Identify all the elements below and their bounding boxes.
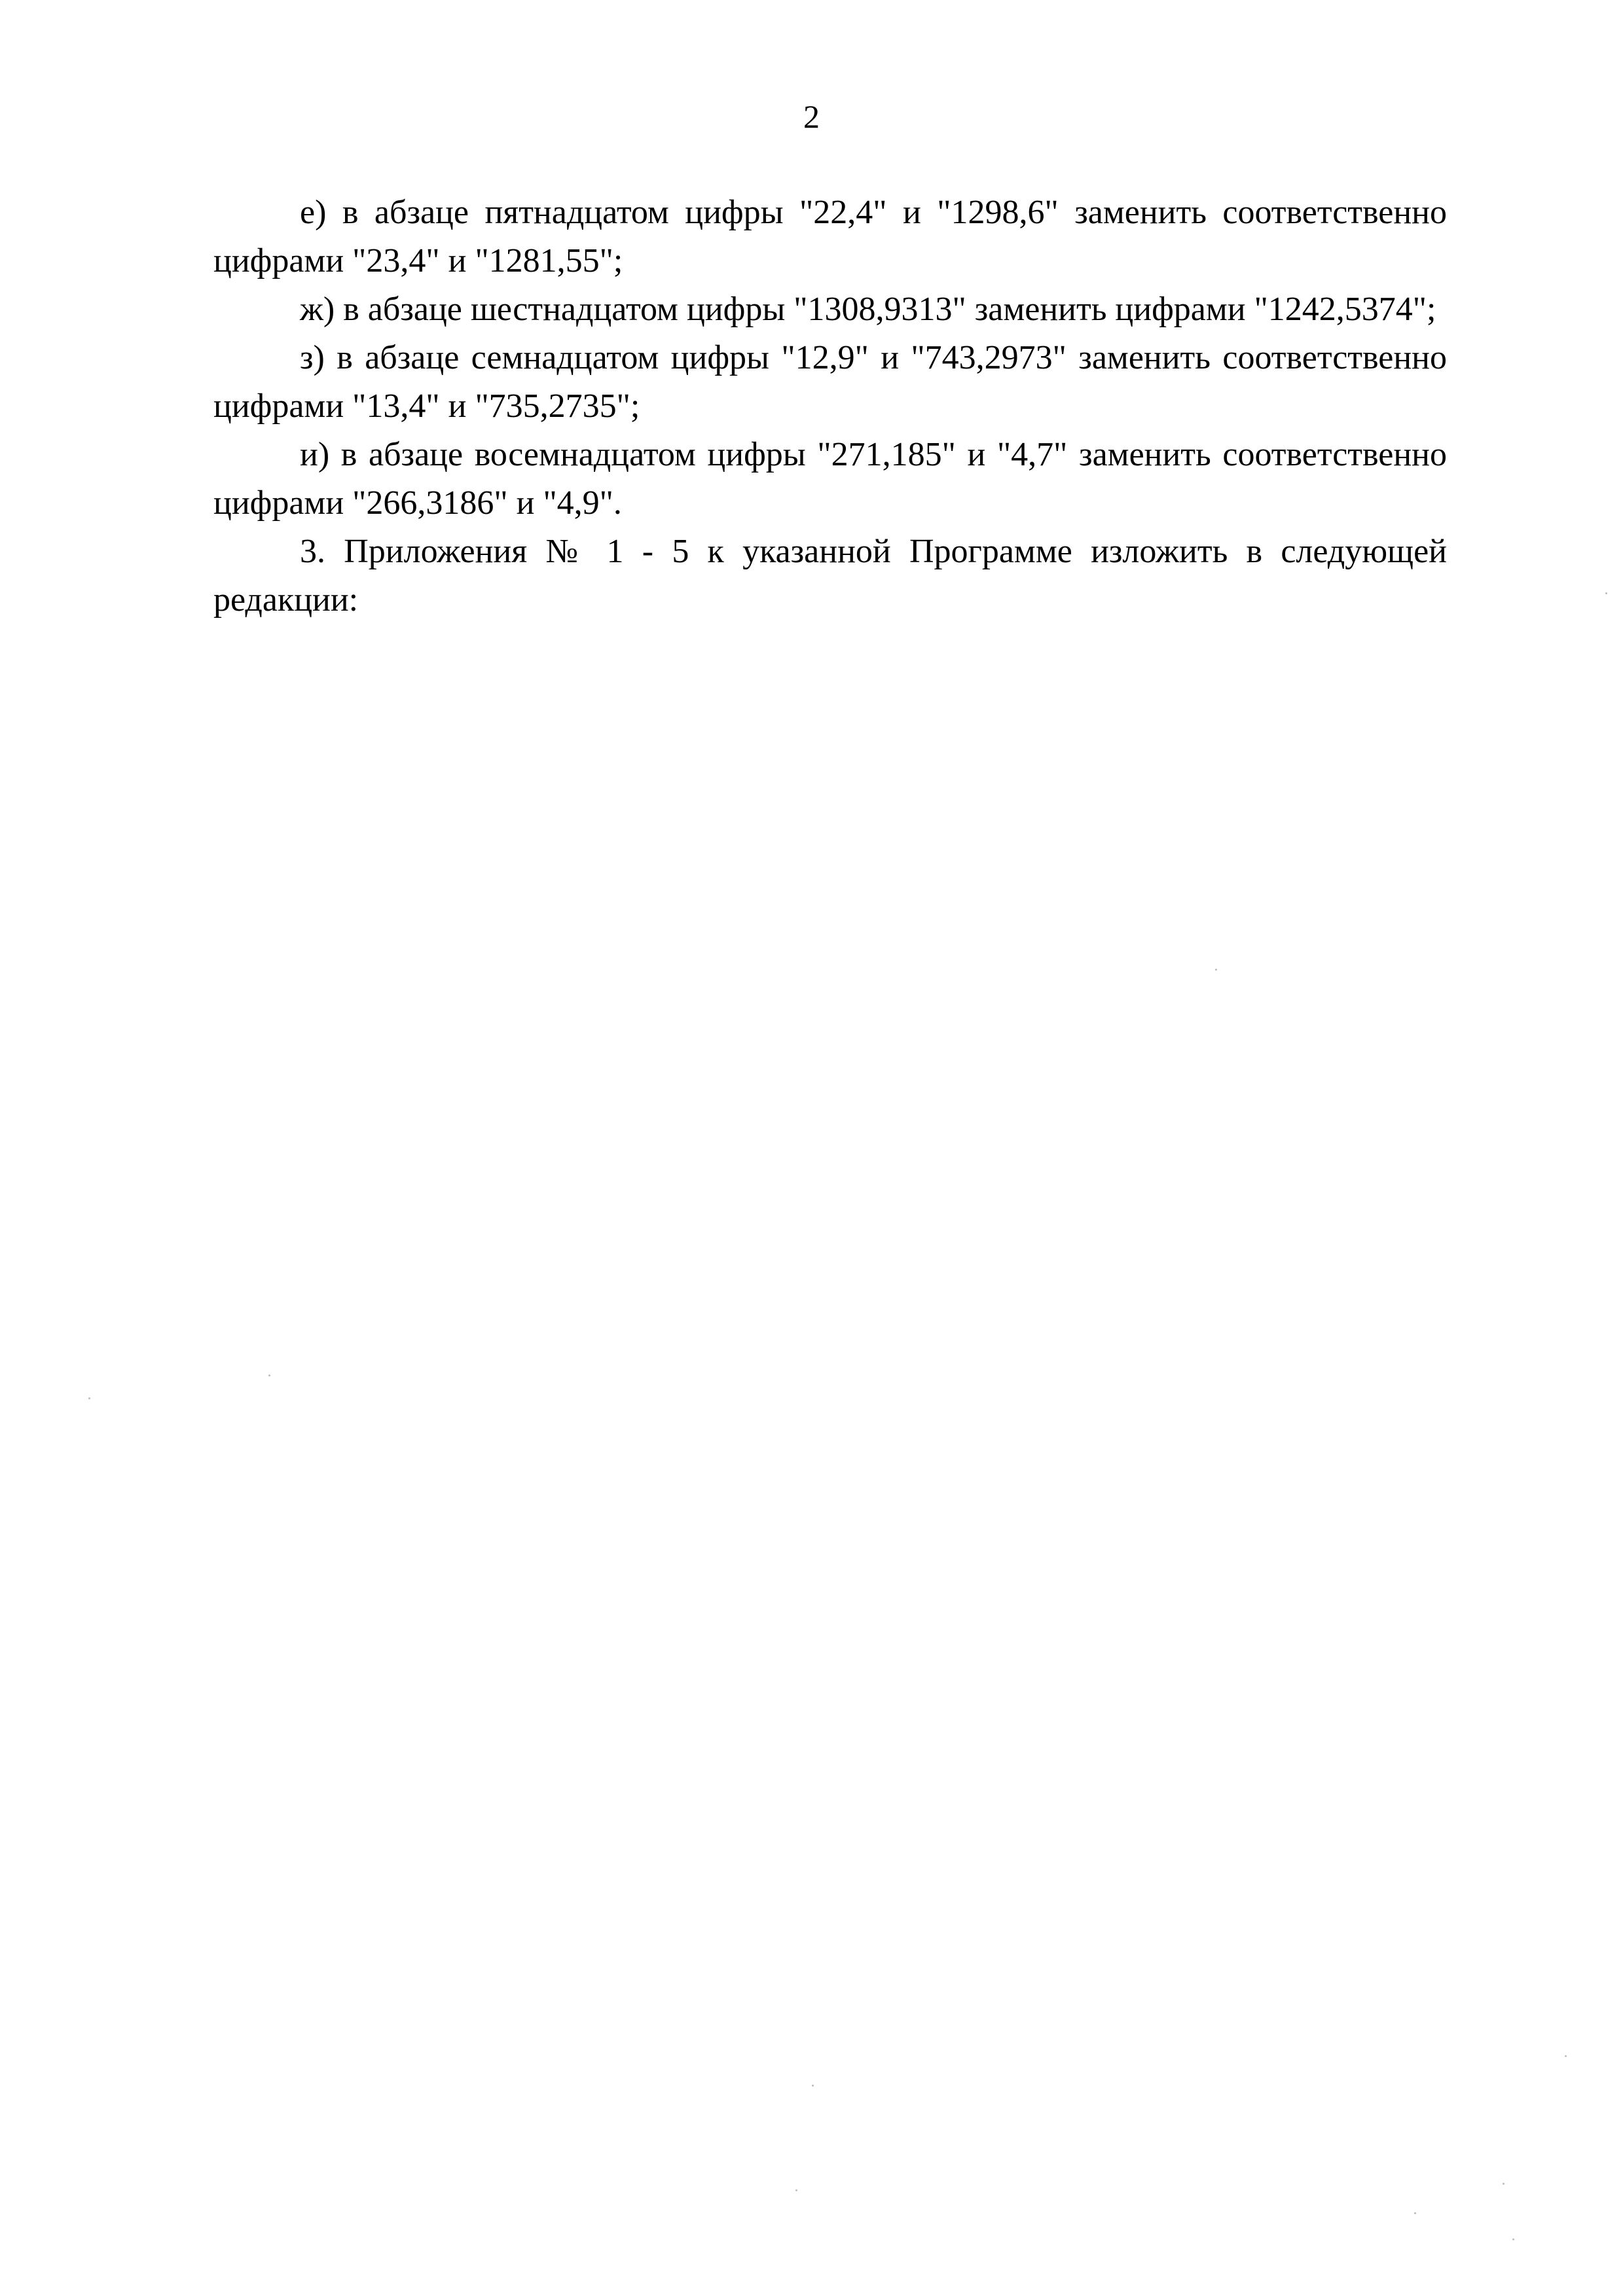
scan-speck: [1605, 592, 1607, 594]
document-body: [213, 188, 1447, 624]
scan-speck: [795, 2189, 797, 2191]
paragraph-item-zh: ж) в абзаце шестнадцатом цифры "1308,9313" заменить цифрами "1242,5374";: [300, 291, 1436, 328]
scan-speck: [1414, 2212, 1416, 2214]
scan-speck: [1512, 2238, 1514, 2240]
scan-speck: [812, 2085, 814, 2087]
scan-speck: [1565, 2055, 1567, 2057]
paragraph-section-3: 3. Приложения № 1 - 5 к указанной Программе изложить в следующей редакции:: [213, 533, 1447, 619]
paragraph-item-e: е) в абзаце пятнадцатом цифры "22,4" и "1298,6" заменить соответственно цифрами "23,4" и "1281,55";: [213, 194, 1447, 279]
paragraph-item-z: з) в абзаце семнадцатом цифры "12,9" и "743,2973" заменить соответственно цифрами "13,4" и "735,2735";: [213, 339, 1447, 425]
scan-speck: [1503, 2183, 1504, 2185]
paragraph-item-i: и) в абзаце восемнадцатом цифры "271,185" и "4,7" заменить соответственно цифрами "266,3186" и "4,9".: [213, 436, 1447, 522]
scan-speck: [1215, 969, 1217, 971]
scan-speck: [268, 1374, 270, 1376]
page-number: 2: [803, 98, 820, 135]
scan-speck: [88, 1397, 90, 1399]
